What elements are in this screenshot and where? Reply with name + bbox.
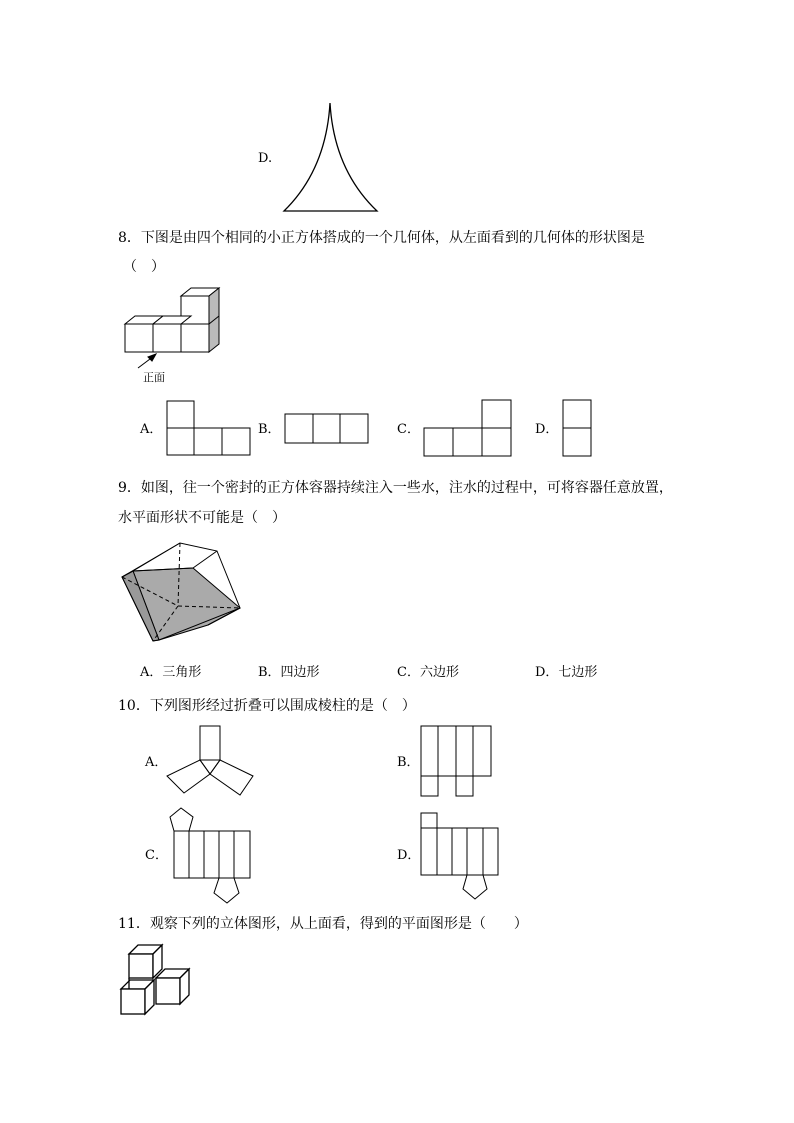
q9-option-a: A．三角形 — [140, 665, 202, 680]
q10-option-c-label: C． — [145, 848, 168, 863]
q9-option-c: C．六边形 — [397, 665, 459, 680]
q10-option-d-label: D． — [397, 848, 421, 863]
q8-stem: 8．下图是由四个相同的小正方体搭成的一个几何体，从左面看到的几何体的形状图是 — [118, 230, 645, 246]
q10-stem: 10．下列图形经过折叠可以围成棱柱的是（ ） — [118, 698, 416, 714]
q10-option-a-label: A． — [145, 755, 168, 770]
q9-option-b: B．四边形 — [258, 665, 320, 680]
q9-stem-line2: 水平面形状不可能是（ ） — [118, 510, 286, 526]
q11-stem: 11．观察下列的立体图形，从上面看，得到的平面图形是（ ） — [118, 916, 528, 932]
q9-option-d: D．七边形 — [535, 665, 598, 680]
q8-option-c-label: C． — [397, 422, 420, 437]
q9-stem-line1: 9．如图，往一个密封的正方体容器持续注入一些水，注水的过程中，可将容器任意放置， — [118, 480, 673, 496]
q8-front-label: 正面 — [143, 371, 165, 384]
q7-option-d-label: D. — [258, 151, 273, 166]
q10-option-b-label: B． — [397, 755, 420, 770]
q8-option-a-label: A． — [140, 422, 163, 437]
q8-option-b-label: B． — [258, 422, 281, 437]
q8-option-d-label: D． — [535, 422, 559, 437]
q8-paren: （ ） — [123, 259, 165, 275]
